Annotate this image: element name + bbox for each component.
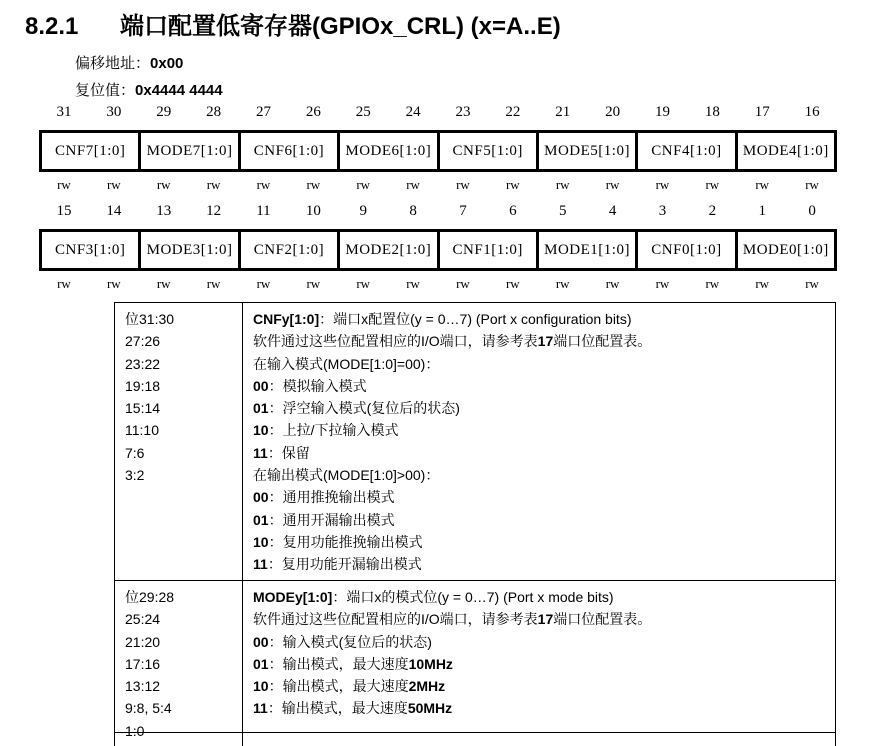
description-line — [253, 586, 827, 608]
access-type-label: rw — [256, 276, 271, 291]
access-type-label: rw — [106, 177, 121, 192]
access-type-label: rw — [206, 177, 221, 192]
register-field-cell: MODE6[1:0] — [340, 133, 439, 169]
text-segment: 17 — [537, 333, 554, 350]
bit-number: 24 — [405, 104, 421, 120]
access-type-label: rw — [256, 177, 271, 192]
register-fields-row-upper — [39, 130, 837, 172]
reset-value-label: 复位值： — [75, 82, 136, 99]
bit-range-line: 17:16 — [125, 655, 161, 672]
bit-ranges-cell — [115, 303, 243, 580]
bit-number: 13 — [156, 203, 172, 219]
text-segment: 端口位配置表。 — [553, 333, 652, 350]
bit-numbers-row-upper — [39, 104, 837, 121]
access-type-label: rw — [805, 276, 819, 291]
access-type-label: rw — [356, 177, 371, 192]
bit-number: 2 — [708, 203, 717, 219]
access-type-label: rw — [755, 276, 770, 291]
bit-number: 1 — [758, 203, 766, 219]
description-line — [253, 442, 827, 464]
bit-number: 31 — [56, 104, 72, 120]
section-heading — [25, 6, 561, 41]
bit-number: 21 — [555, 104, 571, 120]
bit-numbers-row-lower — [39, 203, 837, 220]
access-type-label: rw — [306, 276, 321, 291]
table-row-mode — [115, 581, 835, 739]
page-title: 端口配置低寄存器(GPIOx_CRL) (x=A..E) — [120, 13, 561, 40]
description-line — [253, 531, 827, 553]
description-line — [253, 608, 827, 630]
bit-number: 17 — [754, 104, 770, 120]
text-segment: ：浮空输入模式(复位后的状态) — [268, 400, 460, 417]
description-line — [253, 653, 827, 675]
register-field-cell: MODE1[1:0] — [539, 232, 638, 268]
reset-value-line — [75, 79, 223, 100]
table-row-cutoff — [115, 733, 835, 746]
access-type-label: rw — [605, 177, 620, 192]
access-type-label: rw — [406, 177, 420, 192]
text-segment: ：通用推挽输出模式 — [268, 489, 395, 506]
bit-range-line: 25:24 — [125, 611, 161, 628]
text-segment: 01 — [253, 511, 269, 528]
bit-range-line: 1:0 — [125, 722, 145, 739]
bit-range-line: 15:14 — [125, 400, 161, 417]
bit-number: 22 — [505, 104, 521, 120]
text-segment: ：输出模式，最大速度 — [268, 678, 409, 695]
bit-range-line: 3:2 — [125, 467, 145, 484]
bit-description-table — [114, 302, 836, 746]
register-field-cell: MODE0[1:0] — [742, 241, 829, 258]
bit-number: 18 — [704, 104, 720, 120]
bit-number: 30 — [106, 104, 122, 120]
bit-number: 6 — [509, 203, 517, 219]
bit-number: 12 — [206, 203, 222, 219]
text-segment: ：输出模式，最大速度 — [268, 655, 409, 672]
bit-range-line: 21:20 — [125, 633, 161, 650]
description-cell — [243, 733, 835, 746]
text-segment: 软件通过这些位配置相应的I/O端口，请参考表 — [253, 611, 538, 628]
reset-value-value: 0x4444 4444 — [135, 82, 223, 99]
access-type-label: rw — [805, 177, 819, 192]
access-row-lower — [39, 276, 837, 292]
bit-number: 8 — [409, 203, 417, 219]
text-segment: 00 — [253, 377, 269, 394]
bit-number: 29 — [156, 104, 172, 120]
text-segment: 端口位配置表。 — [553, 611, 652, 628]
access-type-label: rw — [755, 177, 770, 192]
access-type-label: rw — [57, 276, 71, 291]
text-segment: ：模拟输入模式 — [268, 377, 367, 394]
bit-number: 25 — [355, 104, 371, 120]
register-field-cell: CNF1[1:0] — [440, 232, 539, 268]
text-segment: 00 — [253, 633, 269, 650]
text-segment: MODEy[1:0] — [253, 589, 333, 605]
register-field-cell: CNF3[1:0] — [42, 232, 141, 268]
bit-ranges-cell — [115, 733, 243, 746]
access-type-label: rw — [306, 177, 321, 192]
text-segment: ：复用功能开漏输出模式 — [267, 556, 422, 573]
text-segment: ：端口x配置位(y = 0…7) (Port x configuration bits) — [319, 311, 632, 327]
bit-number: 28 — [206, 104, 222, 120]
description-line — [253, 697, 827, 719]
bit-number: 3 — [658, 203, 667, 219]
description-line — [253, 631, 827, 653]
text-segment: ：保留 — [267, 444, 310, 461]
bit-number: 15 — [56, 203, 72, 219]
description-line — [253, 375, 827, 397]
offset-address-label: 偏移地址： — [75, 55, 151, 72]
text-segment: CNFy[1:0] — [253, 311, 320, 327]
text-segment: ：通用开漏输出模式 — [268, 511, 395, 528]
register-fields-row-lower — [39, 229, 837, 271]
text-segment: ：输出模式，最大速度 — [267, 700, 408, 717]
access-type-label: rw — [555, 276, 570, 291]
register-field-cell: MODE5[1:0] — [539, 133, 638, 169]
register-field-cell: MODE2[1:0] — [340, 232, 439, 268]
bit-number: 16 — [804, 104, 820, 120]
description-line — [253, 509, 827, 531]
offset-address-value: 0x00 — [150, 55, 184, 72]
access-type-label: rw — [106, 276, 121, 291]
access-type-label: rw — [356, 276, 371, 291]
bit-number: 20 — [605, 104, 621, 120]
bit-number: 19 — [654, 104, 670, 120]
access-type-label: rw — [156, 177, 171, 192]
text-segment: 50MHz — [407, 700, 453, 717]
text-segment: ：端口x的模式位(y = 0…7) (Port x mode bits) — [332, 589, 614, 605]
bit-number: 10 — [305, 203, 321, 219]
access-type-label: rw — [456, 177, 470, 192]
bit-number: 14 — [106, 203, 122, 219]
bit-range-line: 位29:28 — [125, 589, 175, 605]
bit-range-line: 11:10 — [125, 422, 159, 439]
text-segment: ：输入模式(复位后的状态) — [268, 633, 432, 650]
description-line — [253, 330, 827, 352]
register-field-cell: CNF5[1:0] — [440, 133, 539, 169]
bit-number: 4 — [608, 203, 617, 219]
bit-number: 7 — [459, 203, 467, 219]
text-segment: 17 — [537, 611, 554, 628]
bit-number: 26 — [305, 104, 321, 120]
description-line — [253, 397, 827, 419]
register-field-cell: CNF7[1:0] — [42, 133, 141, 169]
offset-address-line — [75, 52, 183, 73]
access-type-label: rw — [406, 276, 420, 291]
text-segment: 在输入模式(MODE[1:0]=00)： — [253, 355, 440, 372]
access-type-label: rw — [206, 276, 221, 291]
text-segment: ：上拉/下拉输入模式 — [268, 422, 399, 439]
access-type-label: rw — [705, 276, 720, 291]
register-field-cell: MODE3[1:0] — [141, 232, 240, 268]
bit-range-line: 位31:30 — [125, 311, 175, 327]
bit-range-line: 27:26 — [125, 333, 161, 350]
access-type-label: rw — [705, 177, 720, 192]
text-segment: 软件通过这些位配置相应的I/O端口，请参考表 — [253, 333, 538, 350]
text-segment: 在输出模式(MODE[1:0]>00)： — [253, 467, 440, 484]
description-cell — [243, 581, 835, 732]
register-field-cell: CNF6[1:0] — [241, 133, 340, 169]
register-field-cell: CNF4[1:0] — [638, 133, 737, 169]
description-line — [253, 464, 827, 486]
register-field-cell: MODE4[1:0] — [742, 142, 829, 159]
bit-range-line: 13:12 — [125, 678, 161, 695]
access-type-label: rw — [456, 276, 470, 291]
access-type-label: rw — [57, 177, 71, 192]
bit-ranges-cell — [115, 581, 243, 739]
table-row-cnf — [115, 303, 835, 581]
text-segment: 11 — [253, 444, 268, 461]
text-segment: 01 — [253, 400, 269, 417]
description-line — [253, 486, 827, 508]
access-type-label: rw — [505, 276, 520, 291]
text-segment: 01 — [253, 655, 269, 672]
description-line — [253, 308, 827, 330]
text-segment: 11 — [253, 700, 268, 717]
access-type-label: rw — [505, 177, 520, 192]
description-line — [253, 419, 827, 441]
text-segment: 10MHz — [408, 655, 453, 672]
description-line — [253, 553, 827, 575]
section-number: 8.2.1 — [25, 13, 79, 40]
text-segment: 10 — [253, 422, 269, 439]
bit-range-line: 7:6 — [125, 444, 145, 461]
bit-number: 9 — [359, 203, 367, 219]
text-segment: 10 — [253, 533, 269, 550]
bit-number: 27 — [255, 104, 271, 120]
register-field-cell: MODE7[1:0] — [141, 133, 240, 169]
bit-number: 11 — [256, 203, 271, 219]
bit-range-line: 19:18 — [125, 377, 161, 394]
access-type-label: rw — [655, 276, 670, 291]
access-type-label: rw — [156, 276, 171, 291]
access-row-upper — [39, 177, 837, 193]
access-type-label: rw — [555, 177, 570, 192]
access-type-label: rw — [605, 276, 620, 291]
text-segment: ：复用功能推挽输出模式 — [268, 533, 423, 550]
access-type-label: rw — [655, 177, 670, 192]
register-field-cell: CNF0[1:0] — [638, 232, 737, 268]
bit-range-line: 23:22 — [125, 355, 161, 372]
description-cell — [243, 303, 835, 580]
text-segment: 2MHz — [408, 678, 446, 695]
bit-number: 23 — [455, 104, 471, 120]
text-segment: 00 — [253, 489, 269, 506]
text-segment: 10 — [253, 678, 269, 695]
description-line — [253, 353, 827, 375]
bit-range-line: 9:8, 5:4 — [125, 700, 172, 717]
bit-number: 0 — [808, 203, 816, 219]
register-field-cell: CNF2[1:0] — [241, 232, 340, 268]
bit-number: 5 — [558, 203, 567, 219]
description-line — [253, 675, 827, 697]
text-segment: 11 — [253, 556, 268, 573]
